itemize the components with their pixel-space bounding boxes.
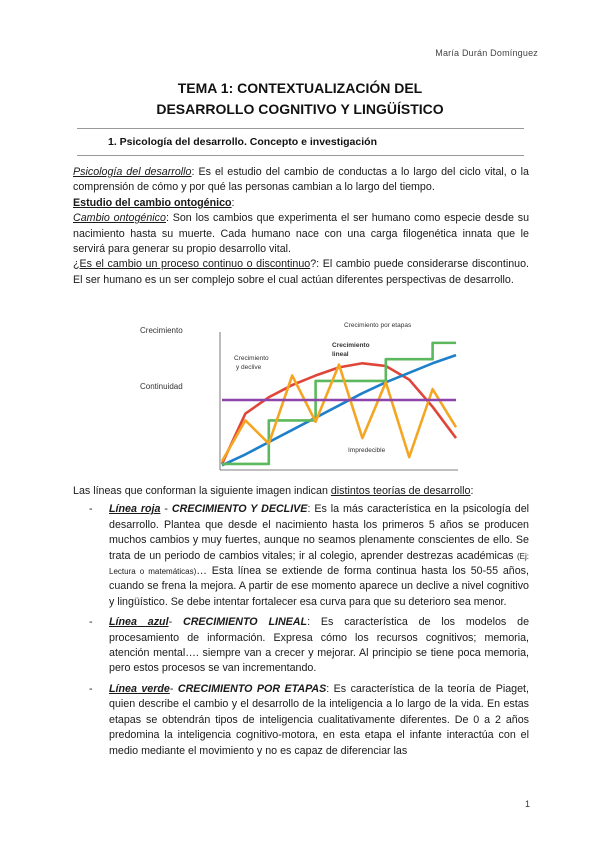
- question-paragraph: [73, 257, 529, 288]
- section-rule-top: [77, 128, 524, 129]
- label-impredecible: Impredecible: [348, 447, 386, 454]
- list-intro: [73, 484, 529, 499]
- list-item: [73, 682, 529, 759]
- section-rule-bottom: [77, 155, 524, 156]
- item-label: Línea verde: [109, 682, 170, 695]
- subheading-paragraph: [73, 196, 529, 211]
- item-sep: -: [160, 503, 172, 516]
- title-line-2: DESARROLLO COGNITIVO Y LINGÜÍSTICO: [156, 101, 444, 117]
- item-text-continued: … Esta línea se extiende de forma continua hasta los 50-55 años, cuando se frena la mejora. A partir de ese momento aparece un declive a nivel cognitivo y lingüístico. Se debe intentar fortalecer esa curva para que su deterioro sea menor.: [109, 565, 529, 608]
- section-heading: 1. Psicología del desarrollo. Concepto e investigación: [108, 136, 377, 148]
- item-sep: -: [169, 682, 178, 695]
- intro-block: [73, 165, 529, 288]
- item-text: : Es característica de la teoría de Piaget, quien describe el cambio y el desarrollo de la inteligencia a lo largo de la vida. En estas etapas se obtendrán tipos de inteligencia cualitativamente diferentes. De 0 a 2 años predomina la inteligencia cognitivo-motora, en esta etapa el infante interactúa con el medio mediante el movimiento y no es capaz de diferenciar las: [109, 682, 529, 757]
- label-lineal-line2: lineal: [332, 351, 349, 358]
- item-label: Línea roja: [109, 503, 161, 516]
- subheading-suffix: :: [231, 196, 235, 209]
- author-name: María Durán Domínguez: [435, 48, 538, 58]
- item-text: : Es la más característica en la psicología del desarrollo. Plantea que desde el nacimiento hasta los primeros 5 años se producen muchos cambios y muy fuertes, aunque no seamos plenamente conscientes de ello. Se trata de un periodo de cambios vitales; ir al colegio, aprender destrezas académicas: [109, 503, 530, 562]
- definition-text: : Es el estudio del cambio de conductas a lo largo del ciclo vital, o la comprensión de cómo y por qué las personas cambian a lo largo del tiempo.: [73, 166, 529, 194]
- bullet: -: [89, 616, 93, 629]
- development-chart: [136, 318, 466, 476]
- ontogenic-paragraph: [73, 211, 529, 257]
- chart-continuity-label: Continuidad: [140, 382, 183, 391]
- question-text: Es el cambio un proceso continuo o discontinuo: [79, 258, 311, 271]
- bullet: -: [89, 503, 93, 516]
- page-number: 1: [524, 799, 530, 809]
- item-label: Línea azul: [109, 616, 169, 629]
- item-name: CRECIMIENTO POR ETAPAS: [177, 682, 327, 695]
- list-intro-prefix: Las líneas que conforman la siguiente imagen indican: [73, 485, 331, 497]
- list-intro-underlined: distintos teorías de desarrollo: [330, 485, 471, 497]
- chart-ylabel: Crecimiento: [140, 326, 183, 335]
- definition-paragraph: [73, 165, 529, 196]
- definition-term: Psicología del desarrollo: [73, 166, 192, 178]
- series-crecimiento-lineal: [222, 355, 456, 465]
- item-name: CRECIMIENTO Y DECLIVE: [171, 503, 308, 516]
- subheading: Estudio del cambio ontogénico: [73, 196, 232, 209]
- list-item: [73, 615, 529, 677]
- item-small-text: (Ej: Lectura o matemáticas): [109, 551, 529, 577]
- question-suffix: ?: El cambio puede considerarse discontinuo. El ser humano es un ser complejo sobre el cual actúan diferentes perspectivas de desarrollo.: [73, 258, 529, 286]
- label-declive-line1: Crecimiento: [234, 355, 269, 362]
- list-item: [73, 502, 529, 610]
- item-text: : Es característica de los modelos de procesamiento de información. Expresa cómo los recursos cognitivos; memoria, atención mental…. siempre van a crecer y mejorar. Al principio se tiene poca memoria, pero estos procesos se van incrementando.: [109, 616, 530, 675]
- label-etapas: Crecimiento por etapas: [344, 322, 412, 329]
- page-title: [0, 78, 600, 120]
- list-intro-suffix: :: [470, 485, 474, 497]
- question-prefix: ¿: [73, 258, 80, 271]
- series-impredecible: [222, 365, 456, 462]
- ontogenic-text: : Son los cambios que experimenta el ser humano como especie desde su nacimiento hasta su muerte. Cada humano nace con una carga filogenética innata que le servirá para generar su propio desarrollo vital.: [73, 212, 530, 256]
- label-declive-line2: y declive: [236, 364, 262, 371]
- ontogenic-term: Cambio ontogénico: [73, 212, 166, 225]
- title-line-1: TEMA 1: CONTEXTUALIZACIÓN DEL: [177, 80, 423, 96]
- theories-list: [73, 484, 529, 764]
- bullet: -: [89, 682, 93, 695]
- item-name: CRECIMIENTO LINEAL: [182, 616, 308, 629]
- item-sep: -: [168, 616, 183, 629]
- label-lineal-line1: Crecimiento: [332, 342, 370, 349]
